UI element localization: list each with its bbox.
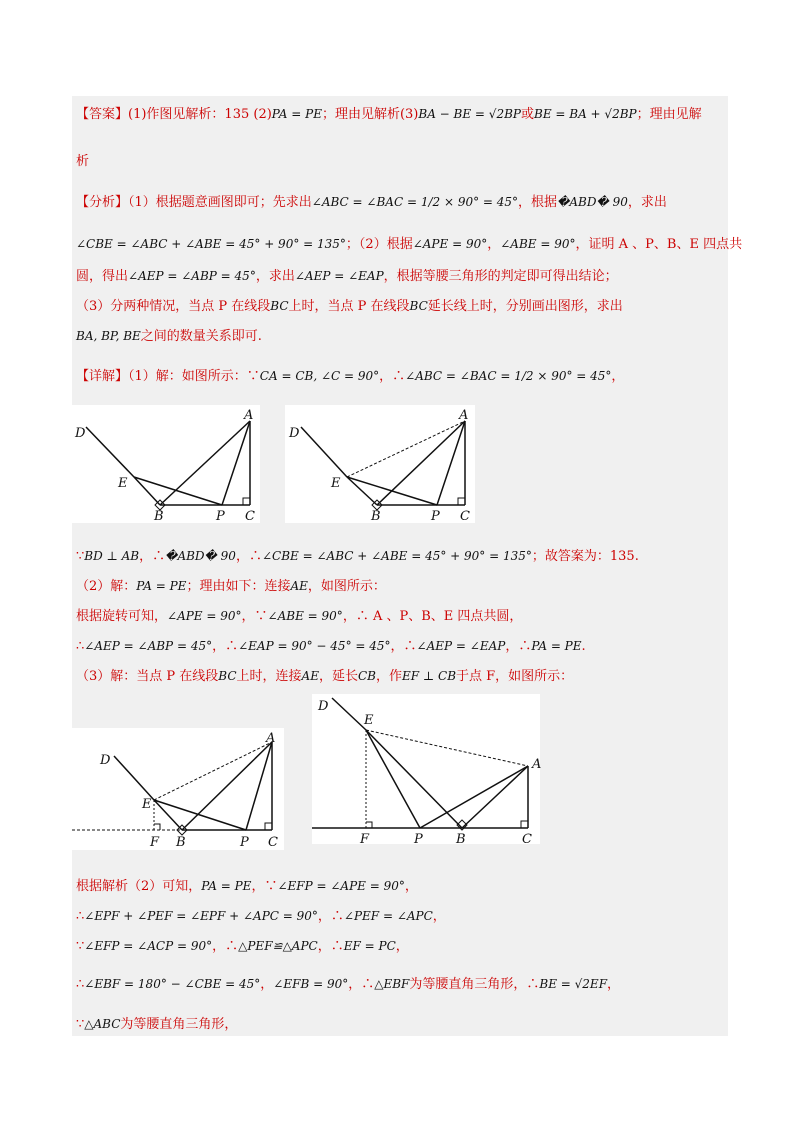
analysis-line-1: 【分析】（1）根据题意画图即可；先求出∠ABC = ∠BAC = 1/2 × 90° = 45°，根据�ABD� 90，求出 — [76, 195, 667, 210]
detail-tag: 【详解】 — [76, 369, 129, 384]
label-A: A — [266, 731, 276, 746]
math: PA = PE — [271, 107, 322, 121]
analysis-line-3: 圆，得出∠AEP = ∠ABP = 45°，求出∠AEP = ∠EAP，根据等腰三角形的判定即可得出结论； — [76, 269, 618, 284]
detail-line-5: ∴∠AEP = ∠ABP = 45°，∴∠EAP = 90° − 45° = 45°，∴∠AEP = ∠EAP，∴PA = PE. — [76, 639, 586, 654]
label-E: E — [331, 476, 341, 491]
label-F: F — [360, 832, 370, 847]
label-D: D — [100, 753, 111, 768]
analysis-line-2: ∠CBE = ∠ABC + ∠ABE = 45° + 90° = 135°；（2）根据∠APE = 90°，∠ABE = 90°，证明 A 、P、B、E 四点共 — [76, 237, 743, 252]
answer-line-1: 【答案】(1)作图见解析：135 (2)PA = PE；理由见解析(3)BA − BE = √2BP或BE = BA + √2BP；理由见解 — [76, 107, 702, 122]
label-P: P — [240, 835, 249, 850]
analysis-line-4: （3）分两种情况，当点 P 在线段BC上时，当点 P 在线段BC延长线上时，分别画出图形，求出 — [76, 299, 623, 314]
detail-line-8: ∴∠EPF + ∠PEF = ∠EPF + ∠APC = 90°，∴∠PEF = ∠APC， — [76, 909, 446, 924]
label-F: F — [150, 835, 160, 850]
figure-4 — [312, 694, 542, 847]
label-A: A — [459, 408, 469, 423]
math: BA − BE = √2BP — [418, 107, 521, 121]
figure-3-svg — [72, 728, 284, 850]
detail-line-4: 根据旋转可知，∠APE = 90°，∵∠ABE = 90°，∴ A 、P、B、E 四点共圆， — [76, 609, 523, 624]
analysis-line-5: BA, BP, BE之间的数量关系即可. — [76, 329, 262, 344]
label-C: C — [522, 832, 532, 847]
figure-1 — [72, 405, 260, 523]
label-P: P — [216, 509, 225, 524]
detail-line-9: ∵∠EFP = ∠ACP = 90°，∴△PEF≌△APC，∴EF = PC， — [76, 939, 409, 954]
figure-1-svg — [72, 405, 260, 523]
detail-line-2: ∵BD ⊥ AB，∴�ABD� 90，∴∠CBE = ∠ABC + ∠ABE = 45° + 90° = 135°；故答案为：135. — [76, 549, 639, 564]
label-E: E — [364, 713, 374, 728]
answer-tag: 【答案】 — [76, 107, 129, 122]
label-D: D — [289, 426, 300, 441]
label-P: P — [414, 832, 423, 847]
label-D: D — [318, 699, 329, 714]
label-P: P — [431, 509, 440, 524]
label-B: B — [154, 509, 164, 524]
detail-line-6: （3）解：当点 P 在线段BC上时，连接AE，延长CB，作EF ⊥ CB于点 F，如图所示： — [76, 669, 574, 684]
label-B: B — [371, 509, 381, 524]
label-D: D — [75, 426, 86, 441]
label-E: E — [118, 476, 128, 491]
label-C: C — [460, 509, 470, 524]
detail-line-11: ∵△ABC为等腰直角三角形， — [76, 1017, 238, 1032]
answer-line-2: 析 — [76, 154, 90, 169]
label-B: B — [176, 835, 186, 850]
figure-4-svg — [312, 694, 542, 847]
detail-line-7: 根据解析（2）可知，PA = PE，∵∠EFP = ∠APE = 90°， — [76, 879, 418, 894]
label-B: B — [456, 832, 466, 847]
label-A: A — [244, 408, 254, 423]
label-E: E — [142, 797, 152, 812]
label-C: C — [268, 835, 278, 850]
detail-line-10: ∴∠EBF = 180° − ∠CBE = 45°，∠EFB = 90°，∴△EBF为等腰直角三角形，∴BE = √2EF， — [76, 977, 621, 992]
analysis-tag: 【分析】 — [76, 195, 129, 210]
figure-2-svg — [285, 405, 475, 523]
detail-line-3: （2）解：PA = PE；理由如下：连接AE，如图所示： — [76, 579, 386, 594]
figure-3 — [72, 728, 284, 850]
math: BE = BA + √2BP — [534, 107, 637, 121]
label-C: C — [245, 509, 255, 524]
figure-2 — [285, 405, 475, 523]
label-A: A — [532, 757, 542, 772]
detail-line-1: 【详解】（1）解：如图所示：∵CA = CB, ∠C = 90°，∴∠ABC = ∠BAC = 1/2 × 90° = 45°， — [76, 369, 625, 384]
